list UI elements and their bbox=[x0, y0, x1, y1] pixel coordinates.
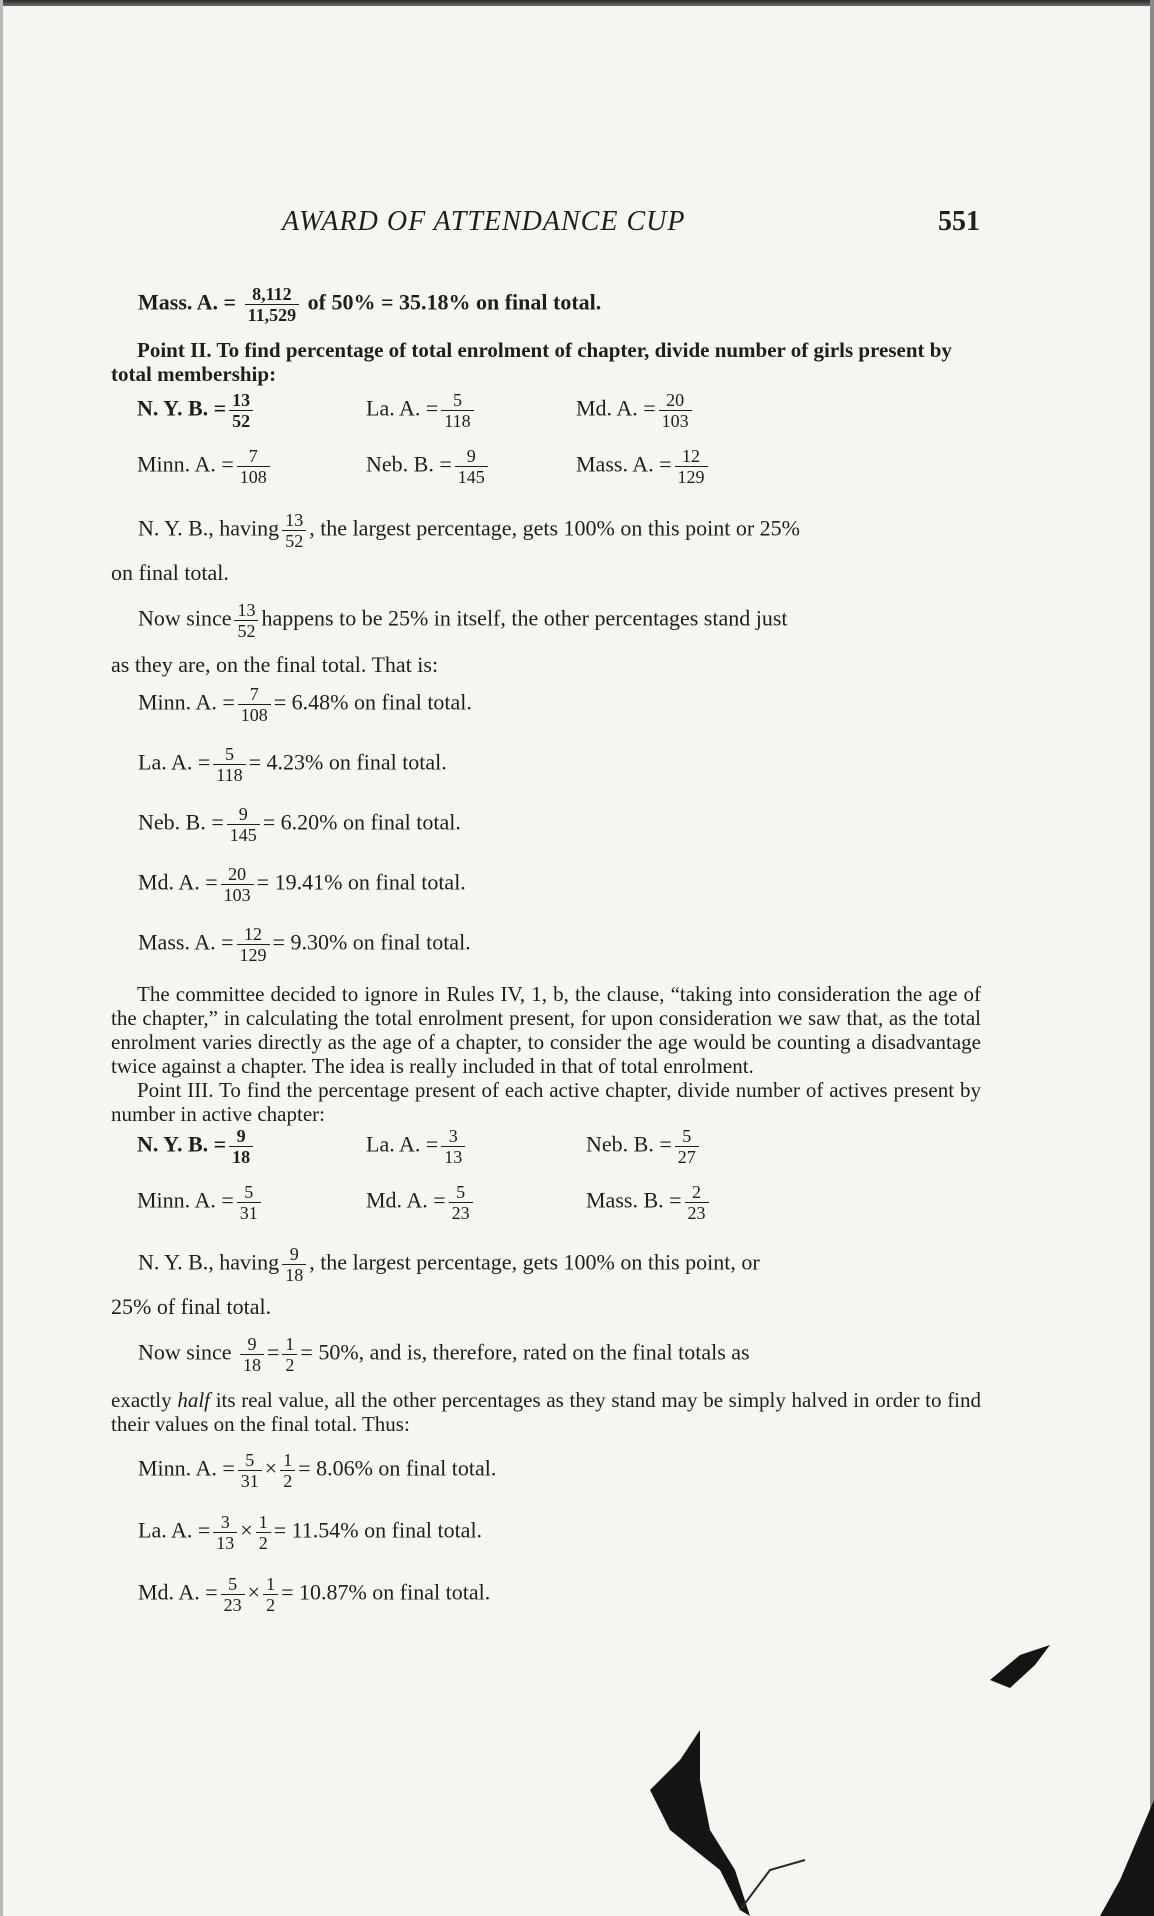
result-line bbox=[138, 804, 461, 845]
denominator: 18 bbox=[232, 1147, 251, 1167]
fraction bbox=[213, 744, 245, 785]
denominator: 52 bbox=[232, 411, 251, 431]
numerator: 5 bbox=[237, 1182, 261, 1203]
result-line bbox=[138, 1450, 496, 1491]
now-since-line-1b: as they are, on the final total. That is: bbox=[111, 652, 439, 677]
grid-cell bbox=[586, 1126, 702, 1167]
fraction bbox=[227, 804, 260, 845]
ink-blotch-bottom bbox=[640, 1720, 840, 1916]
cell-label: Neb. B. = bbox=[586, 1131, 672, 1157]
grid-cell bbox=[137, 1182, 264, 1223]
denominator: 108 bbox=[240, 705, 268, 725]
denominator: 52 bbox=[237, 621, 256, 641]
cell-label: Mass. A. = bbox=[576, 451, 672, 477]
numerator: 1 bbox=[280, 1450, 295, 1471]
ink-blotch-corner bbox=[1080, 1800, 1154, 1916]
fraction bbox=[449, 1182, 473, 1223]
cell-label: N. Y. B. = bbox=[137, 395, 227, 421]
denominator: 118 bbox=[216, 765, 243, 785]
times-sign: × bbox=[247, 1579, 261, 1605]
eq-label: Md. A. = bbox=[138, 1579, 218, 1605]
fraction bbox=[229, 390, 253, 431]
numerator: 1 bbox=[256, 1512, 271, 1533]
denominator: 31 bbox=[240, 1471, 259, 1491]
eq-label: N. Y. B., having bbox=[138, 515, 280, 541]
fraction bbox=[282, 1334, 297, 1375]
point-3-grid-row-2 bbox=[111, 1182, 981, 1230]
nyb-having-line-2b: 25% of final total. bbox=[111, 1294, 272, 1319]
fraction bbox=[229, 1126, 253, 1167]
eq-label: La. A. = bbox=[138, 1517, 211, 1543]
result-line bbox=[138, 744, 447, 785]
fraction bbox=[685, 1182, 709, 1223]
denominator: 2 bbox=[266, 1595, 276, 1615]
text-run: exactly bbox=[111, 1388, 172, 1412]
numerator: 20 bbox=[221, 864, 254, 885]
denominator: 13 bbox=[444, 1147, 463, 1167]
fraction bbox=[240, 1334, 264, 1375]
denominator: 27 bbox=[677, 1147, 696, 1167]
numerator: 5 bbox=[213, 744, 245, 765]
fraction bbox=[221, 1574, 245, 1615]
result-line bbox=[138, 1512, 482, 1553]
numerator: 2 bbox=[685, 1182, 709, 1203]
result-line bbox=[138, 924, 471, 965]
numerator: 12 bbox=[237, 924, 270, 945]
point-2-paragraph: Point II. To find percentage of total enrolment of chapter, divide number of girls present by total membership: bbox=[111, 338, 952, 386]
fraction bbox=[675, 446, 708, 487]
fraction bbox=[455, 446, 488, 487]
eq-rest: of 50% = 35.18% on final total. bbox=[307, 289, 602, 315]
cell-label: La. A. = bbox=[366, 395, 439, 421]
now-since-line-2 bbox=[138, 1334, 750, 1375]
numerator: 13 bbox=[282, 510, 306, 531]
nyb-having-line-1b: on final total. bbox=[111, 560, 229, 585]
eq-result: = 19.41% on final total. bbox=[256, 869, 466, 895]
grid-cell bbox=[366, 1182, 476, 1223]
grid-cell bbox=[576, 446, 711, 487]
denominator: 145 bbox=[457, 467, 485, 487]
point-3-grid-row-1 bbox=[111, 1126, 981, 1174]
denominator: 118 bbox=[444, 411, 471, 431]
eq-rest: = 50%, and is, therefore, rated on the final totals as bbox=[300, 1339, 750, 1365]
result-line bbox=[138, 684, 472, 725]
eq-rest: , the largest percentage, gets 100% on this point or 25% bbox=[309, 515, 800, 541]
denominator: 129 bbox=[239, 945, 267, 965]
eq-result: = 10.87% on final total. bbox=[281, 1579, 491, 1605]
scan-edge-left bbox=[0, 0, 3, 1916]
numerator: 9 bbox=[282, 1244, 306, 1265]
cell-label: Neb. B. = bbox=[366, 451, 452, 477]
grid-cell bbox=[576, 390, 695, 431]
grid-cell bbox=[366, 390, 477, 431]
point-2-grid-row-1 bbox=[111, 390, 981, 438]
cell-label: N. Y. B. = bbox=[137, 1131, 227, 1157]
numerator: 1 bbox=[282, 1334, 297, 1355]
eq-label: Minn. A. = bbox=[138, 689, 235, 715]
fraction bbox=[441, 1126, 465, 1167]
fraction bbox=[282, 1244, 306, 1285]
denominator: 23 bbox=[687, 1203, 706, 1223]
numerator: 5 bbox=[238, 1450, 262, 1471]
fraction bbox=[213, 1512, 237, 1553]
ink-blotch-right bbox=[980, 1640, 1060, 1700]
point-3-paragraph: Point III. To find the percentage present of each active chapter, divide number of actives present by number in active chapter: bbox=[111, 1078, 981, 1126]
grid-cell bbox=[137, 1126, 256, 1167]
denominator: 145 bbox=[229, 825, 257, 845]
numerator: 7 bbox=[238, 684, 271, 705]
eq-rest: happens to be 25% in itself, the other percentages stand just bbox=[261, 605, 788, 631]
eq-label: Mass. A. = bbox=[138, 929, 234, 955]
eq-rest: , the largest percentage, gets 100% on this point, or bbox=[309, 1249, 760, 1275]
numerator: 13 bbox=[234, 600, 258, 621]
fraction bbox=[245, 284, 300, 325]
numerator: 9 bbox=[455, 446, 488, 467]
denominator: 2 bbox=[283, 1471, 293, 1491]
nyb-having-line-1 bbox=[138, 510, 800, 551]
mass-total-line bbox=[138, 284, 601, 325]
running-head: AWARD OF ATTENDANCE CUP bbox=[282, 206, 686, 237]
eq-label: Mass. A. = bbox=[138, 289, 237, 315]
denominator: 2 bbox=[258, 1533, 268, 1553]
result-line bbox=[138, 864, 466, 905]
grid-cell bbox=[586, 1182, 712, 1223]
eq-result: = 8.06% on final total. bbox=[298, 1455, 497, 1481]
denominator: 103 bbox=[223, 885, 251, 905]
denominator: 18 bbox=[242, 1355, 261, 1375]
eq-label: Neb. B. = bbox=[138, 809, 224, 835]
numerator: 9 bbox=[229, 1126, 253, 1147]
cell-label: Md. A. = bbox=[576, 395, 656, 421]
nyb-having-line-2 bbox=[138, 1244, 760, 1285]
now-since-line-2b bbox=[111, 1388, 981, 1436]
result-line bbox=[138, 1574, 490, 1615]
fraction bbox=[237, 924, 270, 965]
denominator: 13 bbox=[216, 1533, 235, 1553]
fraction bbox=[282, 510, 306, 551]
fraction bbox=[441, 390, 473, 431]
denominator: 129 bbox=[677, 467, 705, 487]
cell-label: Md. A. = bbox=[366, 1187, 446, 1213]
numerator: 3 bbox=[441, 1126, 465, 1147]
point-2-grid-row-2 bbox=[111, 446, 981, 494]
numerator: 13 bbox=[229, 390, 253, 411]
now-since-line-1 bbox=[138, 600, 788, 641]
fraction bbox=[237, 1182, 261, 1223]
times-sign: × bbox=[240, 1517, 253, 1543]
fraction bbox=[238, 684, 271, 725]
numerator: 5 bbox=[675, 1126, 699, 1147]
eq-result: = 6.20% on final total. bbox=[262, 809, 461, 835]
fraction bbox=[256, 1512, 271, 1553]
numerator: 5 bbox=[449, 1182, 473, 1203]
scan-edge-top bbox=[0, 0, 1154, 6]
times-sign: × bbox=[264, 1455, 278, 1481]
denominator: 18 bbox=[285, 1265, 304, 1285]
scan-edge-right bbox=[1150, 0, 1154, 1916]
numerator: 1 bbox=[263, 1574, 278, 1595]
denominator: 52 bbox=[285, 531, 304, 551]
numerator: 3 bbox=[213, 1512, 237, 1533]
fraction bbox=[234, 600, 258, 641]
fraction bbox=[263, 1574, 278, 1615]
cell-label: Minn. A. = bbox=[137, 451, 234, 477]
numerator: 9 bbox=[227, 804, 260, 825]
eq-label: Minn. A. = bbox=[138, 1455, 235, 1481]
grid-cell bbox=[366, 446, 491, 487]
eq-label: Now since bbox=[138, 605, 232, 631]
numerator: 7 bbox=[237, 446, 270, 467]
eq-label: Md. A. = bbox=[138, 869, 218, 895]
italic-word: half bbox=[177, 1388, 210, 1412]
fraction bbox=[237, 446, 270, 487]
eq-label: Now since bbox=[138, 1339, 232, 1365]
numerator: 5 bbox=[441, 390, 473, 411]
cell-label: Mass. B. = bbox=[586, 1187, 682, 1213]
eq-label: N. Y. B., having bbox=[138, 1249, 280, 1275]
fraction bbox=[221, 864, 254, 905]
grid-cell bbox=[137, 446, 273, 487]
fraction bbox=[280, 1450, 295, 1491]
numerator: 9 bbox=[240, 1334, 264, 1355]
page-number: 551 bbox=[938, 206, 980, 237]
cell-label: La. A. = bbox=[366, 1131, 439, 1157]
eq-result: = 6.48% on final total. bbox=[273, 689, 472, 715]
equals-sign: = bbox=[266, 1339, 280, 1365]
denominator: 2 bbox=[285, 1355, 295, 1375]
grid-cell bbox=[366, 1126, 468, 1167]
eq-result: = 4.23% on final total. bbox=[248, 749, 447, 775]
denominator: 23 bbox=[451, 1203, 470, 1223]
numerator: 12 bbox=[675, 446, 708, 467]
text-run: its real value, all the other percentages as they stand may be simply halved in order to find their values on the final total. Thus: bbox=[111, 1388, 982, 1436]
grid-cell bbox=[137, 390, 256, 431]
eq-result: = 11.54% on final total. bbox=[273, 1517, 483, 1543]
eq-result: = 9.30% on final total. bbox=[272, 929, 471, 955]
fraction bbox=[238, 1450, 262, 1491]
page-header bbox=[140, 200, 980, 240]
denominator: 108 bbox=[239, 467, 267, 487]
fraction bbox=[675, 1126, 699, 1167]
committee-paragraph: The committee decided to ignore in Rules IV, 1, b, the clause, “taking into consideration the age of the chapter,” in calculating the total enrolment present, for upon consideration we saw that, as the total enrolment varies directly as the age of a chapter, to consider the age would be counting a disadvantage twice against a chapter. The idea is really included in that of total enrolment. bbox=[111, 982, 981, 1078]
denominator: 31 bbox=[239, 1203, 258, 1223]
numerator: 5 bbox=[221, 1574, 245, 1595]
denominator: 23 bbox=[223, 1595, 242, 1615]
numerator: 20 bbox=[659, 390, 692, 411]
denominator: 103 bbox=[661, 411, 689, 431]
numerator: 8,112 bbox=[245, 284, 300, 305]
eq-label: La. A. = bbox=[138, 749, 211, 775]
denominator: 11,529 bbox=[247, 305, 297, 325]
fraction bbox=[659, 390, 692, 431]
cell-label: Minn. A. = bbox=[137, 1187, 234, 1213]
